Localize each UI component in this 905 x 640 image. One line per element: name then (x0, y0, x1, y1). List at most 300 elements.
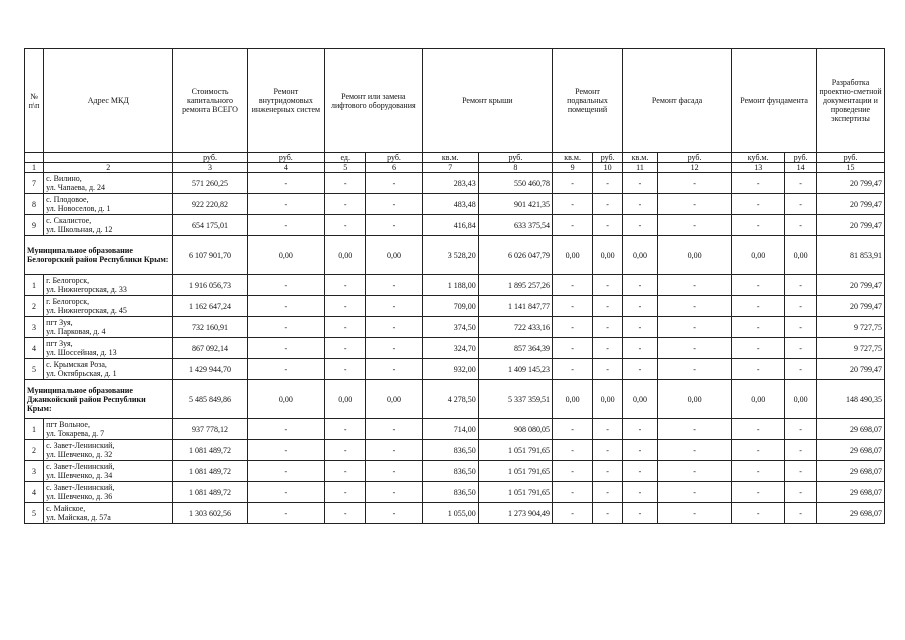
unit-cell: кв.м. (622, 153, 657, 163)
value-cell-c13: - (732, 275, 785, 296)
address-cell (44, 359, 173, 380)
column-number: 7 (422, 163, 478, 173)
table-row (25, 440, 885, 461)
unit-cell: кв.м. (553, 153, 593, 163)
value-cell-c9: - (553, 419, 593, 440)
value-cell-c8: 722 433,16 (478, 317, 552, 338)
value-cell-total: 937 778,12 (173, 419, 247, 440)
value-cell-c4: - (247, 461, 324, 482)
value-cell-c10: - (593, 173, 623, 194)
subtotal-row (25, 380, 885, 419)
value-cell-c4: - (247, 275, 324, 296)
value-cell-c14: 0,00 (785, 380, 817, 419)
address-line-1: с. Завет-Ленинский, (46, 483, 115, 492)
units-row (25, 153, 885, 163)
header-row (25, 49, 885, 153)
value-cell-total: 5 485 849,86 (173, 380, 247, 419)
value-cell-c7: 714,00 (422, 419, 478, 440)
value-cell-c8: 857 364,39 (478, 338, 552, 359)
value-cell-c13: - (732, 215, 785, 236)
value-cell-c14: - (785, 482, 817, 503)
column-number: 10 (593, 163, 623, 173)
value-cell-c13: 0,00 (732, 236, 785, 275)
value-cell-c15: 29 698,07 (817, 503, 885, 524)
value-cell-total: 867 092,14 (173, 338, 247, 359)
value-cell-c9: 0,00 (553, 380, 593, 419)
value-cell-c14: - (785, 359, 817, 380)
value-cell-c5: - (325, 440, 366, 461)
value-cell-total: 1 162 647,24 (173, 296, 247, 317)
address-line-1: с. Вилино, (46, 174, 82, 183)
value-cell-c13: 0,00 (732, 380, 785, 419)
column-number: 2 (44, 163, 173, 173)
value-cell-total: 732 160,91 (173, 317, 247, 338)
header-lift: Ремонт или замена лифтового оборудования (325, 49, 423, 153)
address-line-2: ул. Нижнегорская, д. 33 (46, 285, 127, 294)
value-cell-c12: - (657, 461, 731, 482)
value-cell-c8: 550 460,78 (478, 173, 552, 194)
value-cell-c12: - (657, 503, 731, 524)
value-cell-c15: 20 799,47 (817, 275, 885, 296)
column-number: 4 (247, 163, 324, 173)
value-cell-c14: 0,00 (785, 236, 817, 275)
column-number: 1 (25, 163, 44, 173)
value-cell-c10: - (593, 419, 623, 440)
address-cell (44, 419, 173, 440)
unit-cell: руб. (657, 153, 731, 163)
value-cell-c12: - (657, 317, 731, 338)
value-cell-total: 571 260,25 (173, 173, 247, 194)
row-number: 3 (25, 317, 44, 338)
row-number: 2 (25, 440, 44, 461)
address-cell (44, 338, 173, 359)
value-cell-c11: - (622, 503, 657, 524)
row-number: 9 (25, 215, 44, 236)
value-cell-c10: - (593, 296, 623, 317)
value-cell-c8: 1 051 791,65 (478, 440, 552, 461)
address-cell (44, 215, 173, 236)
value-cell-c10: - (593, 461, 623, 482)
value-cell-c14: - (785, 338, 817, 359)
value-cell-c11: 0,00 (622, 380, 657, 419)
value-cell-c9: - (553, 359, 593, 380)
address-line-2: ул. Шоссейная, д. 13 (46, 348, 117, 357)
value-cell-c13: - (732, 194, 785, 215)
value-cell-c11: - (622, 215, 657, 236)
address-line-1: с. Завет-Ленинский, (46, 441, 115, 450)
value-cell-c5: - (325, 215, 366, 236)
value-cell-c6: 0,00 (366, 236, 422, 275)
value-cell-c6: - (366, 461, 422, 482)
address-cell (44, 461, 173, 482)
address-line-2: ул. Шевченко, д. 36 (46, 492, 113, 501)
value-cell-c5: - (325, 275, 366, 296)
value-cell-c4: - (247, 482, 324, 503)
value-cell-total: 1 081 489,72 (173, 461, 247, 482)
value-cell-c9: - (553, 482, 593, 503)
value-cell-c6: - (366, 338, 422, 359)
value-cell-c11: - (622, 317, 657, 338)
value-cell-c6: - (366, 215, 422, 236)
value-cell-c8: 1 051 791,65 (478, 461, 552, 482)
value-cell-c15: 29 698,07 (817, 419, 885, 440)
table-row (25, 317, 885, 338)
value-cell-c13: - (732, 317, 785, 338)
address-line-1: с. Крымская Роза, (46, 360, 107, 369)
value-cell-c12: - (657, 296, 731, 317)
value-cell-c15: 29 698,07 (817, 440, 885, 461)
address-line-2: ул. Шевченко, д. 34 (46, 471, 113, 480)
repair-table (24, 48, 885, 524)
value-cell-c15: 20 799,47 (817, 296, 885, 317)
unit-cell: руб. (173, 153, 247, 163)
table-row (25, 482, 885, 503)
address-line-1: г. Белогорск, (46, 297, 90, 306)
value-cell-c7: 709,00 (422, 296, 478, 317)
value-cell-c4: - (247, 296, 324, 317)
value-cell-c6: - (366, 503, 422, 524)
value-cell-c6: - (366, 317, 422, 338)
value-cell-c13: - (732, 440, 785, 461)
address-cell (44, 317, 173, 338)
column-number: 14 (785, 163, 817, 173)
value-cell-c4: - (247, 503, 324, 524)
value-cell-c15: 20 799,47 (817, 194, 885, 215)
header-facade: Ремонт фасада (622, 49, 731, 153)
value-cell-c15: 20 799,47 (817, 173, 885, 194)
value-cell-c5: 0,00 (325, 236, 366, 275)
address-cell (44, 440, 173, 461)
value-cell-c7: 932,00 (422, 359, 478, 380)
value-cell-c8: 901 421,35 (478, 194, 552, 215)
value-cell-c12: 0,00 (657, 380, 731, 419)
table-row (25, 461, 885, 482)
table-row (25, 275, 885, 296)
value-cell-c11: - (622, 173, 657, 194)
address-line-1: пгт Вольное, (46, 420, 90, 429)
header-design: Разработка проектно-сметной документации и проведение экспертизы (817, 49, 885, 153)
value-cell-c5: - (325, 338, 366, 359)
row-number: 2 (25, 296, 44, 317)
value-cell-c6: - (366, 275, 422, 296)
value-cell-c14: - (785, 503, 817, 524)
value-cell-c7: 836,50 (422, 440, 478, 461)
value-cell-c15: 9 727,75 (817, 338, 885, 359)
row-number: 7 (25, 173, 44, 194)
value-cell-c8: 1 141 847,77 (478, 296, 552, 317)
address-line-1: с. Завет-Ленинский, (46, 462, 115, 471)
value-cell-c8: 908 080,05 (478, 419, 552, 440)
value-cell-c12: - (657, 440, 731, 461)
value-cell-total: 1 429 944,70 (173, 359, 247, 380)
value-cell-c14: - (785, 275, 817, 296)
unit-cell: кв.м. (422, 153, 478, 163)
value-cell-c12: - (657, 482, 731, 503)
header-foundation: Ремонт фундамента (732, 49, 817, 153)
header-roof: Ремонт крыши (422, 49, 552, 153)
address-line-1: с. Майское, (46, 504, 86, 513)
header-internal: Ремонт внутридомовых инженерных систем (247, 49, 324, 153)
value-cell-c7: 836,50 (422, 461, 478, 482)
row-number: 5 (25, 503, 44, 524)
value-cell-c8: 1 895 257,26 (478, 275, 552, 296)
address-cell (44, 503, 173, 524)
value-cell-total: 1 303 602,56 (173, 503, 247, 524)
value-cell-c5: - (325, 461, 366, 482)
value-cell-c15: 29 698,07 (817, 461, 885, 482)
value-cell-c13: - (732, 503, 785, 524)
value-cell-c14: - (785, 419, 817, 440)
unit-cell: ед. (325, 153, 366, 163)
value-cell-total: 1 081 489,72 (173, 440, 247, 461)
column-number: 5 (325, 163, 366, 173)
value-cell-c13: - (732, 173, 785, 194)
value-cell-c4: - (247, 215, 324, 236)
row-number: 3 (25, 461, 44, 482)
value-cell-c15: 20 799,47 (817, 215, 885, 236)
subtotal-label: Муниципальное образование Джанкойский район Республики Крым: (25, 380, 173, 419)
value-cell-c4: 0,00 (247, 236, 324, 275)
header-address: Адрес МКД (44, 49, 173, 153)
value-cell-c12: - (657, 359, 731, 380)
value-cell-c14: - (785, 317, 817, 338)
value-cell-c7: 483,48 (422, 194, 478, 215)
table-row (25, 419, 885, 440)
value-cell-c12: - (657, 194, 731, 215)
address-cell (44, 173, 173, 194)
address-line-2: ул. Парковая, д. 4 (46, 327, 106, 336)
column-number: 11 (622, 163, 657, 173)
value-cell-c5: - (325, 296, 366, 317)
value-cell-c14: - (785, 461, 817, 482)
value-cell-c13: - (732, 338, 785, 359)
value-cell-c4: - (247, 338, 324, 359)
value-cell-c11: - (622, 440, 657, 461)
value-cell-c12: - (657, 275, 731, 296)
value-cell-c6: - (366, 419, 422, 440)
unit-cell: куб.м. (732, 153, 785, 163)
value-cell-c10: - (593, 482, 623, 503)
value-cell-c9: - (553, 173, 593, 194)
address-line-2: ул. Майская, д. 57а (46, 513, 111, 522)
value-cell-c7: 836,50 (422, 482, 478, 503)
address-line-2: ул. Октябрьская, д. 1 (46, 369, 117, 378)
table-row (25, 296, 885, 317)
column-numbers-row (25, 163, 885, 173)
address-line-2: ул. Нижнегорская, д. 45 (46, 306, 127, 315)
value-cell-c4: - (247, 173, 324, 194)
subtotal-row (25, 236, 885, 275)
address-line-2: ул. Чапаева, д. 24 (46, 183, 106, 192)
value-cell-c15: 20 799,47 (817, 359, 885, 380)
header-basement: Ремонт подвальных помещений (553, 49, 623, 153)
value-cell-c10: - (593, 440, 623, 461)
value-cell-c9: - (553, 338, 593, 359)
address-line-2: ул. Новоселов, д. 1 (46, 204, 111, 213)
value-cell-c6: - (366, 194, 422, 215)
address-line-1: пгт Зуя, (46, 339, 73, 348)
address-cell (44, 482, 173, 503)
value-cell-c6: - (366, 482, 422, 503)
value-cell-c11: - (622, 419, 657, 440)
address-cell (44, 296, 173, 317)
value-cell-c14: - (785, 173, 817, 194)
value-cell-c5: - (325, 317, 366, 338)
address-line-1: с. Плодовое, (46, 195, 89, 204)
unit-cell: руб. (366, 153, 422, 163)
value-cell-total: 1 916 056,73 (173, 275, 247, 296)
value-cell-c7: 416,84 (422, 215, 478, 236)
value-cell-c13: - (732, 359, 785, 380)
value-cell-c4: 0,00 (247, 380, 324, 419)
value-cell-c9: 0,00 (553, 236, 593, 275)
column-number: 12 (657, 163, 731, 173)
value-cell-c12: - (657, 419, 731, 440)
value-cell-c10: - (593, 275, 623, 296)
unit-cell: руб. (593, 153, 623, 163)
value-cell-c4: - (247, 194, 324, 215)
value-cell-c8: 5 337 359,51 (478, 380, 552, 419)
value-cell-c5: - (325, 419, 366, 440)
value-cell-c10: - (593, 215, 623, 236)
table-row (25, 194, 885, 215)
unit-cell: руб. (478, 153, 552, 163)
header-num: № п\п (25, 49, 44, 153)
column-number: 15 (817, 163, 885, 173)
row-number: 8 (25, 194, 44, 215)
value-cell-c8: 1 051 791,65 (478, 482, 552, 503)
value-cell-c10: - (593, 338, 623, 359)
row-number: 1 (25, 419, 44, 440)
value-cell-c11: - (622, 359, 657, 380)
value-cell-c6: - (366, 359, 422, 380)
table-row (25, 503, 885, 524)
value-cell-c13: - (732, 461, 785, 482)
value-cell-c9: - (553, 461, 593, 482)
value-cell-c9: - (553, 296, 593, 317)
value-cell-c11: - (622, 461, 657, 482)
value-cell-c9: - (553, 194, 593, 215)
column-number: 8 (478, 163, 552, 173)
value-cell-c15: 81 853,91 (817, 236, 885, 275)
unit-cell: руб. (817, 153, 885, 163)
value-cell-c7: 1 055,00 (422, 503, 478, 524)
value-cell-c5: - (325, 503, 366, 524)
value-cell-c9: - (553, 440, 593, 461)
value-cell-c8: 6 026 047,79 (478, 236, 552, 275)
unit-cell: руб. (785, 153, 817, 163)
value-cell-c12: - (657, 215, 731, 236)
value-cell-c8: 1 409 145,23 (478, 359, 552, 380)
value-cell-c13: - (732, 419, 785, 440)
value-cell-total: 654 175,01 (173, 215, 247, 236)
value-cell-c11: - (622, 482, 657, 503)
value-cell-total: 6 107 901,70 (173, 236, 247, 275)
value-cell-c9: - (553, 503, 593, 524)
value-cell-c4: - (247, 440, 324, 461)
subtotal-label: Муниципальное образование Белогорский район Республики Крым: (25, 236, 173, 275)
value-cell-c7: 1 188,00 (422, 275, 478, 296)
row-number: 4 (25, 482, 44, 503)
value-cell-c6: 0,00 (366, 380, 422, 419)
value-cell-c12: - (657, 173, 731, 194)
value-cell-total: 922 220,82 (173, 194, 247, 215)
value-cell-c10: - (593, 359, 623, 380)
value-cell-c11: - (622, 275, 657, 296)
value-cell-c13: - (732, 482, 785, 503)
table-row (25, 173, 885, 194)
address-line-2: ул. Шевченко, д. 32 (46, 450, 113, 459)
value-cell-c5: - (325, 173, 366, 194)
value-cell-c13: - (732, 296, 785, 317)
value-cell-c7: 324,70 (422, 338, 478, 359)
value-cell-c6: - (366, 296, 422, 317)
value-cell-c9: - (553, 317, 593, 338)
value-cell-c6: - (366, 440, 422, 461)
value-cell-c10: - (593, 317, 623, 338)
value-cell-c10: 0,00 (593, 380, 623, 419)
value-cell-total: 1 081 489,72 (173, 482, 247, 503)
value-cell-c4: - (247, 419, 324, 440)
address-line-2: ул. Токарева, д. 7 (46, 429, 105, 438)
value-cell-c12: - (657, 338, 731, 359)
address-line-1: с. Скалистое, (46, 216, 92, 225)
value-cell-c10: 0,00 (593, 236, 623, 275)
value-cell-c8: 633 375,54 (478, 215, 552, 236)
table-row (25, 359, 885, 380)
address-line-1: г. Белогорск, (46, 276, 90, 285)
address-line-1: пгт Зуя, (46, 318, 73, 327)
value-cell-c11: - (622, 338, 657, 359)
value-cell-c14: - (785, 194, 817, 215)
address-cell (44, 194, 173, 215)
column-number: 6 (366, 163, 422, 173)
value-cell-c14: - (785, 296, 817, 317)
value-cell-c12: 0,00 (657, 236, 731, 275)
value-cell-c7: 374,50 (422, 317, 478, 338)
value-cell-c9: - (553, 215, 593, 236)
header-total: Стоимость капитального ремонта ВСЕГО (173, 49, 247, 153)
value-cell-c7: 4 278,50 (422, 380, 478, 419)
value-cell-c5: - (325, 482, 366, 503)
value-cell-c4: - (247, 317, 324, 338)
value-cell-c5: 0,00 (325, 380, 366, 419)
row-number: 5 (25, 359, 44, 380)
row-number: 4 (25, 338, 44, 359)
row-number: 1 (25, 275, 44, 296)
value-cell-c7: 3 528,20 (422, 236, 478, 275)
value-cell-c10: - (593, 194, 623, 215)
value-cell-c15: 148 490,35 (817, 380, 885, 419)
value-cell-c10: - (593, 503, 623, 524)
address-cell (44, 275, 173, 296)
table-row (25, 338, 885, 359)
value-cell-c14: - (785, 215, 817, 236)
value-cell-c8: 1 273 904,49 (478, 503, 552, 524)
column-number: 13 (732, 163, 785, 173)
value-cell-c15: 9 727,75 (817, 317, 885, 338)
value-cell-c11: 0,00 (622, 236, 657, 275)
value-cell-c7: 283,43 (422, 173, 478, 194)
value-cell-c11: - (622, 194, 657, 215)
value-cell-c14: - (785, 440, 817, 461)
address-line-2: ул. Школьная, д. 12 (46, 225, 113, 234)
value-cell-c5: - (325, 194, 366, 215)
value-cell-c4: - (247, 359, 324, 380)
column-number: 9 (553, 163, 593, 173)
value-cell-c15: 29 698,07 (817, 482, 885, 503)
column-number: 3 (173, 163, 247, 173)
